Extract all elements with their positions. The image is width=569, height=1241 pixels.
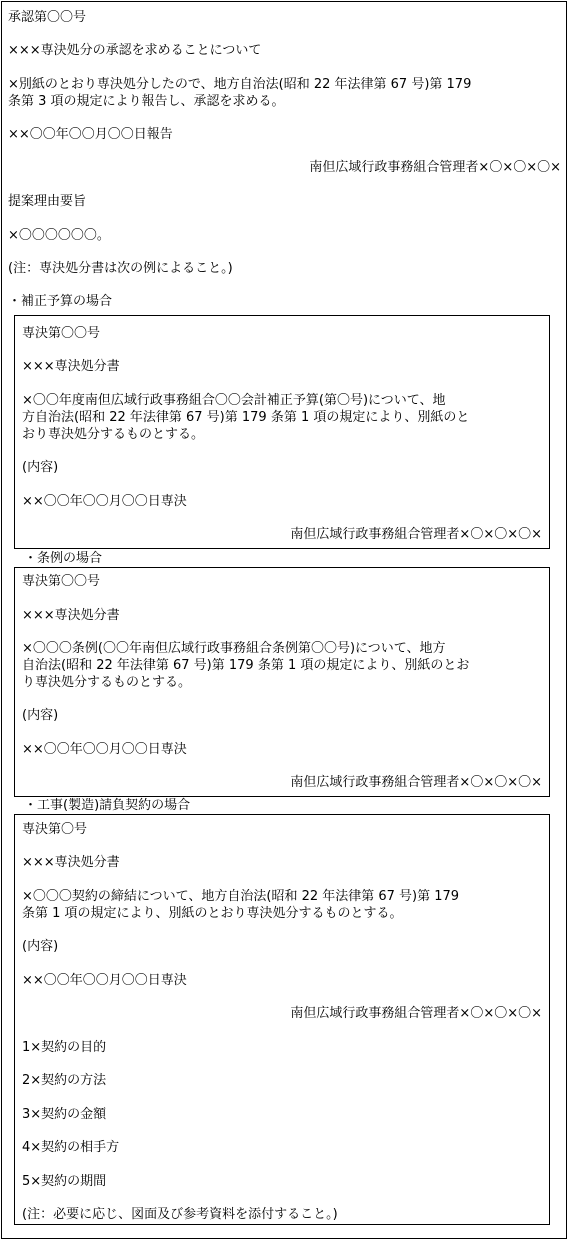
example1-content: (内容) — [22, 460, 59, 475]
example2-body-line-2: 自治法(昭和 22 年法律第 67 号)第 179 条第 1 項の規定により、別紙のとお — [22, 658, 470, 673]
reason-heading: 提案理由要旨 — [8, 194, 87, 209]
reason-note: (注：専決処分書は次の例によること。) — [8, 261, 233, 276]
example3-label: ・工事(製造)請負契約の場合 — [24, 798, 191, 813]
example3-title: ×××専決処分書 — [22, 855, 120, 870]
example2-title: ×××専決処分書 — [22, 608, 120, 623]
example3-date: ××〇〇年〇〇月〇〇日専決 — [22, 973, 187, 988]
example1-date: ××〇〇年〇〇月〇〇日専決 — [22, 494, 187, 509]
example1-number: 専決第〇〇号 — [22, 326, 101, 341]
example1-label: ・補正予算の場合 — [8, 294, 113, 309]
document-title: ×××専決処分の承認を求めることについて — [8, 43, 262, 58]
example1-body-line-2: 方自治法(昭和 22 年法律第 67 号)第 179 条第 1 項の規定により、別紙のと — [22, 410, 470, 425]
example3-body-line-1: ×〇〇〇契約の締結について、地方自治法(昭和 22 年法律第 67 号)第 179 — [22, 889, 460, 904]
example3-item-1: 1×契約の目的 — [22, 1040, 107, 1055]
example3-number: 専決第〇号 — [22, 822, 88, 837]
example2-number: 専決第〇〇号 — [22, 574, 101, 589]
example1-body-line-1: ×〇〇年度南但広域行政事務組合〇〇会計補正予算(第〇号)について、地 — [22, 393, 446, 408]
example1-signer: 南但広域行政事務組合管理者×〇×〇×〇× — [290, 527, 542, 542]
example3-item-2: 2×契約の方法 — [22, 1073, 107, 1088]
signer: 南但広域行政事務組合管理者×〇×〇×〇× — [309, 160, 561, 175]
example3-body-line-2: 条第 1 項の規定により、別紙のとおり専決処分するものとする。 — [22, 906, 403, 921]
example3-content: (内容) — [22, 939, 59, 954]
report-date: ××〇〇年〇〇月〇〇日報告 — [8, 127, 173, 142]
approval-number: 承認第〇〇号 — [8, 10, 87, 25]
example2-content: (内容) — [22, 708, 59, 723]
example2-body-line-3: り専決処分するものとする。 — [22, 675, 192, 690]
example2-signer: 南但広域行政事務組合管理者×〇×〇×〇× — [290, 775, 542, 790]
example3-item-5: 5×契約の期間 — [22, 1174, 107, 1189]
example3-signer: 南但広域行政事務組合管理者×〇×〇×〇× — [290, 1006, 542, 1021]
example2-label: ・条例の場合 — [24, 551, 103, 566]
body-line-2: 条第 3 項の規定により報告し、承認を求める。 — [8, 94, 285, 109]
example2-date: ××〇〇年〇〇月〇〇日専決 — [22, 742, 187, 757]
example3-item-3: 3×契約の金額 — [22, 1107, 107, 1122]
reason-text: ×〇〇〇〇〇〇。 — [8, 228, 110, 243]
example3-note: (注：必要に応じ、図面及び参考資料を添付すること。) — [22, 1207, 338, 1222]
body-line-1: ×別紙のとおり専決処分したので、地方自治法(昭和 22 年法律第 67 号)第 179 — [8, 77, 472, 92]
example1-body-line-3: おり専決処分するものとする。 — [22, 427, 205, 442]
example1-title: ×××専決処分書 — [22, 359, 120, 374]
example2-body-line-1: ×〇〇〇条例(〇〇年南但広域行政事務組合条例第〇〇号)について、地方 — [22, 641, 446, 656]
example3-item-4: 4×契約の相手方 — [22, 1140, 120, 1155]
